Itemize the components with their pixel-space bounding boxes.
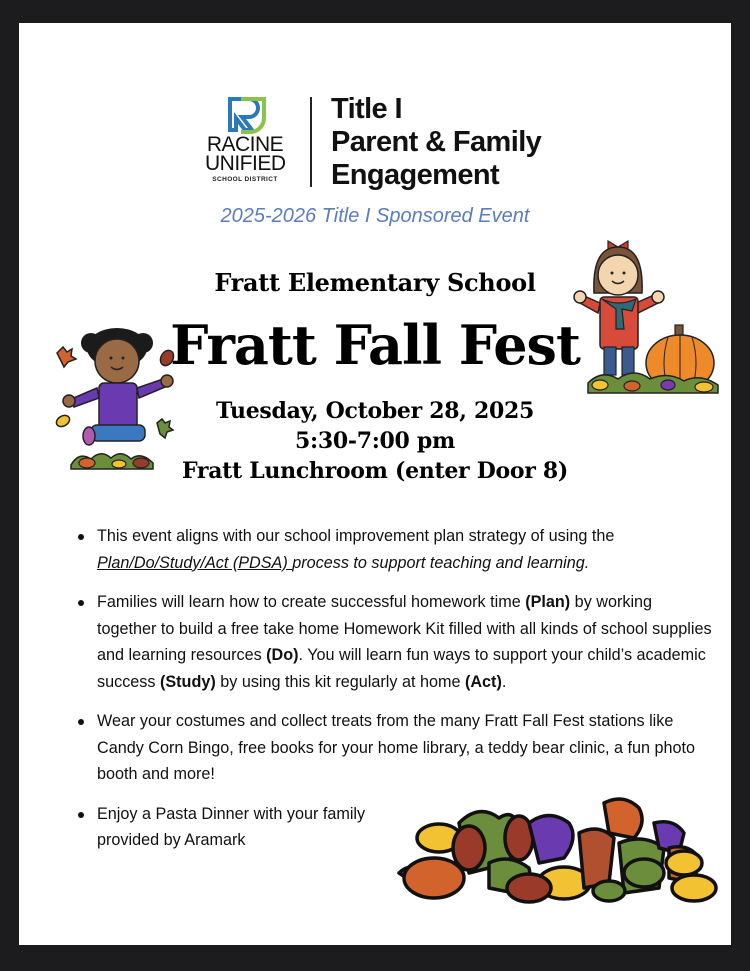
logo-divider — [310, 97, 312, 187]
event-date: Tuesday, October 28, 2025 — [215, 398, 535, 424]
event-location: Fratt Lunchroom (enter Door 8) — [182, 458, 568, 484]
list-item-homework-kit: Families will learn how to create successful homework time (Plan) by working together to build a free take home Homework Kit filled with all kinds of school supplies and learning resources (Do). You will learn fun ways to support your child’s academic success (Study) by using this kit regularly at home (Act). — [75, 589, 715, 695]
title-line-2: Parent & Family — [331, 126, 542, 158]
title-i-heading — [331, 93, 541, 192]
logo-wordmark — [205, 135, 285, 173]
racine-unified-logo-icon — [227, 96, 267, 134]
school-name: Fratt Elementary School — [214, 268, 536, 297]
bullet-icon — [78, 534, 84, 540]
list-item-costumes: Wear your costumes and collect treats from the many Fratt Fall Fest stations like Candy Corn Bingo, free books for your home library, a teddy bear clinic, a fun photo booth and more! — [75, 708, 715, 788]
event-title: Fratt Fall Fest — [170, 313, 580, 377]
list-item-pasta-dinner: Enjoy a Pasta Dinner with your family provided by Aramark — [75, 801, 377, 854]
title-line-3: Engagement — [331, 159, 500, 191]
pdsa-link-text: Plan/Do/Study/Act (PDSA) — [97, 553, 293, 572]
leaf-pile-icon — [379, 793, 719, 913]
bullet-icon — [78, 812, 84, 818]
bullet-icon — [78, 600, 84, 606]
logo-school-district-text: SCHOOL DISTRICT — [212, 176, 278, 183]
event-details — [19, 396, 731, 486]
title-line-1: Title I — [331, 93, 403, 125]
flyer-page — [19, 23, 731, 945]
logo-unified-text: UNIFIED — [205, 152, 286, 175]
event-time: 5:30-7:00 pm — [295, 428, 455, 454]
bullet-icon — [78, 719, 84, 725]
logo-racine-text: RACINE — [206, 133, 284, 156]
sponsored-event-subtitle: 2025-2026 Title I Sponsored Event — [220, 205, 530, 227]
list-item-pdsa: This event aligns with our school improvement plan strategy of using the Plan/Do/Study/Act (PDSA) process to support teaching and learning. — [75, 523, 715, 576]
